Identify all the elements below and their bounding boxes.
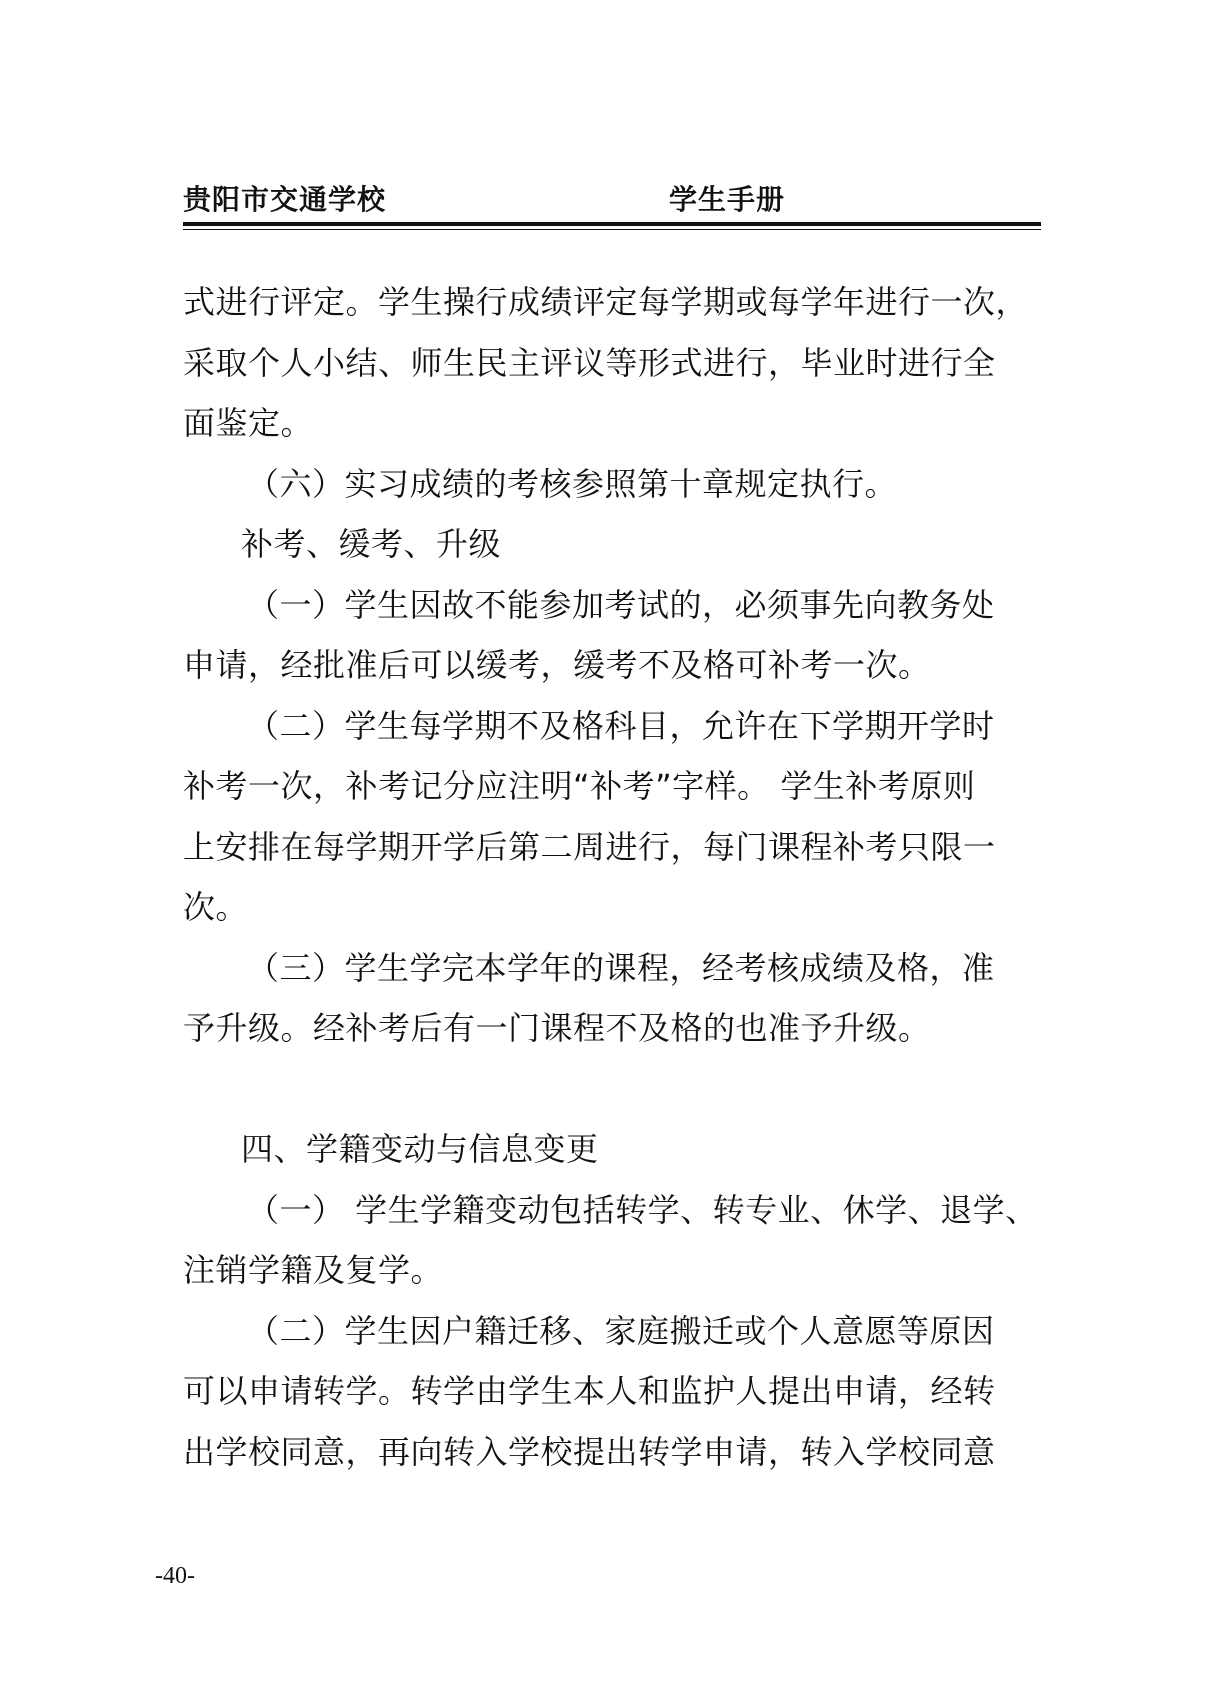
header-handbook-title: 学生手册 — [669, 183, 786, 216]
text-line: 可以申请转学。转学由学生本人和监护人提出申请，经转 — [183, 1372, 996, 1410]
header-school-name: 贵阳市交通学校 — [183, 183, 387, 216]
text-line: 予升级。经补考后有一门课程不及格的也准予升级。 — [183, 1009, 931, 1047]
text-line: （六）实习成绩的考核参照第十章规定执行。 — [247, 464, 898, 503]
header-rule-thick — [183, 222, 1041, 226]
text-line: （一） 学生学籍变动包括转学、转专业、休学、退学、 — [247, 1190, 1038, 1229]
body-text — [183, 272, 1041, 1482]
section-heading: 四、学籍变动与信息变更 — [241, 1130, 599, 1168]
paragraph-gap — [183, 1059, 1041, 1120]
page-number: -40- — [155, 1563, 195, 1589]
text-line: 面鉴定。 — [183, 404, 314, 442]
text-line: 上安排在每学期开学后第二周进行，每门课程补考只限一 — [183, 827, 996, 866]
text-line: （三）学生学完本学年的课程，经考核成绩及格，准 — [247, 948, 995, 987]
text-line: 采取个人小结、师生民主评议等形式进行，毕业时进行全 — [183, 343, 996, 382]
header-rule-thin — [183, 229, 1041, 230]
text-line: （二）学生因户籍迁移、家庭搬迁或个人意愿等原因 — [247, 1311, 995, 1350]
text-line: （一）学生因故不能参加考试的，必须事先向教务处 — [247, 585, 995, 624]
section-heading: 补考、缓考、升级 — [241, 525, 502, 563]
text-line: （二）学生每学期不及格科目，允许在下学期开学时 — [247, 706, 995, 745]
text-line: 出学校同意，再向转入学校提出转学申请，转入学校同意 — [183, 1432, 996, 1471]
page-header — [183, 178, 1041, 228]
text-line: 次。 — [183, 888, 249, 926]
text-line: 申请，经批准后可以缓考，缓考不及格可补考一次。 — [183, 646, 931, 684]
text-line: 式进行评定。学生操行成绩评定每学期或每学年进行一次， — [183, 283, 1029, 321]
text-line: 补考一次，补考记分应注明“补考”字样。 学生补考原则 — [183, 767, 976, 805]
text-line: 注销学籍及复学。 — [183, 1251, 444, 1289]
